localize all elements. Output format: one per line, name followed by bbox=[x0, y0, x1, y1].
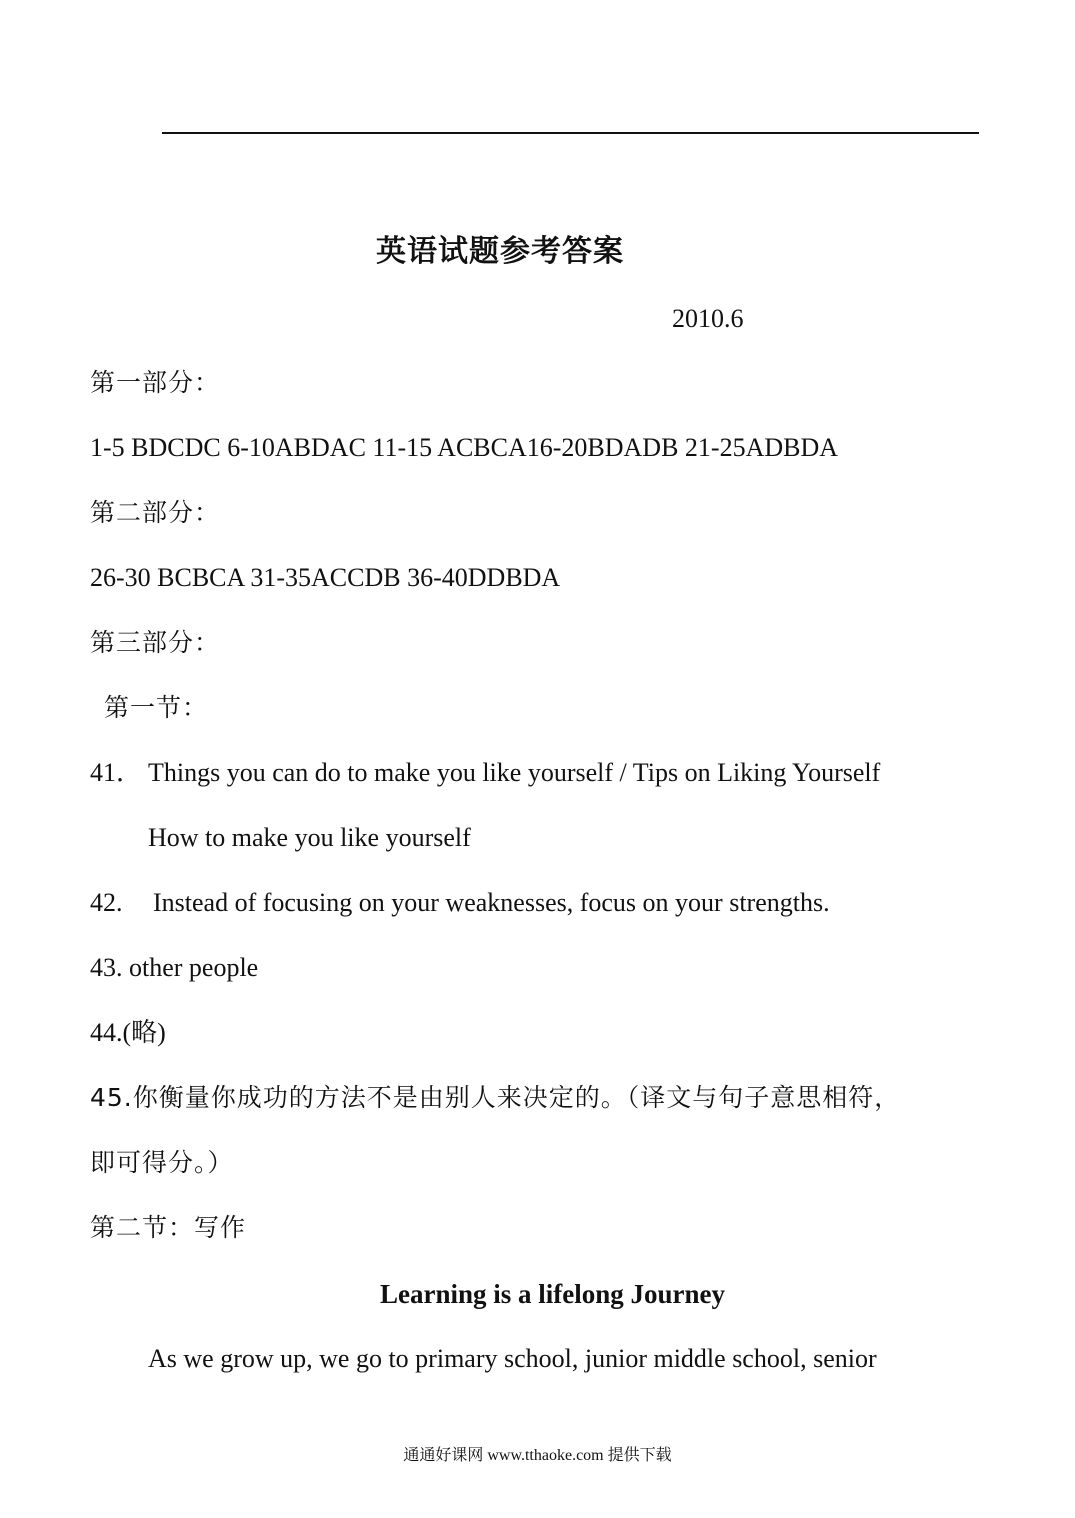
header-rule bbox=[162, 132, 979, 134]
q42-answer: Instead of focusing on your weaknesses, focus on your strengths. bbox=[153, 888, 830, 917]
essay-title: Learning is a lifelong Journey bbox=[379, 1279, 725, 1309]
part2-answers: 26-30 BCBCA 31-35ACCDB 36-40DDBDA bbox=[90, 563, 561, 592]
q43-answer: 43. other people bbox=[90, 953, 259, 982]
q41-answer-line2: How to make you like yourself bbox=[148, 823, 471, 852]
section2-heading: 第二节：写作 bbox=[90, 1213, 247, 1242]
section1-heading: 第一节： bbox=[104, 693, 209, 722]
q41-answer-line1: Things you can do to make you like yourself / Tips on Liking Yourself bbox=[148, 758, 881, 787]
part1-heading: 第一部分： bbox=[90, 368, 221, 397]
part3-heading: 第三部分： bbox=[90, 628, 221, 657]
q41-number: 41． bbox=[90, 758, 143, 787]
part2-heading: 第二部分： bbox=[90, 498, 221, 527]
q45-answer-line1: 45.你衡量你成功的方法不是由别人来决定的。（译文与句子意思相符， bbox=[90, 1083, 901, 1112]
q42-number: 42. bbox=[90, 888, 123, 917]
page-footer: 通通好课网 www.tthaoke.com 提供下载 bbox=[403, 1447, 672, 1464]
page-title: 英语试题参考答案 bbox=[376, 235, 624, 268]
part1-answers: 1-5 BDCDC 6-10ABDAC 11-15 ACBCA16-20BDADB 21-25ADBDA bbox=[90, 433, 839, 462]
exam-date: 2010.6 bbox=[672, 304, 744, 333]
essay-first-line: As we grow up, we go to primary school, junior middle school, senior bbox=[148, 1344, 877, 1373]
q44-answer: 44.(略) bbox=[90, 1018, 166, 1047]
q45-answer-line2: 即可得分。） bbox=[90, 1148, 234, 1177]
